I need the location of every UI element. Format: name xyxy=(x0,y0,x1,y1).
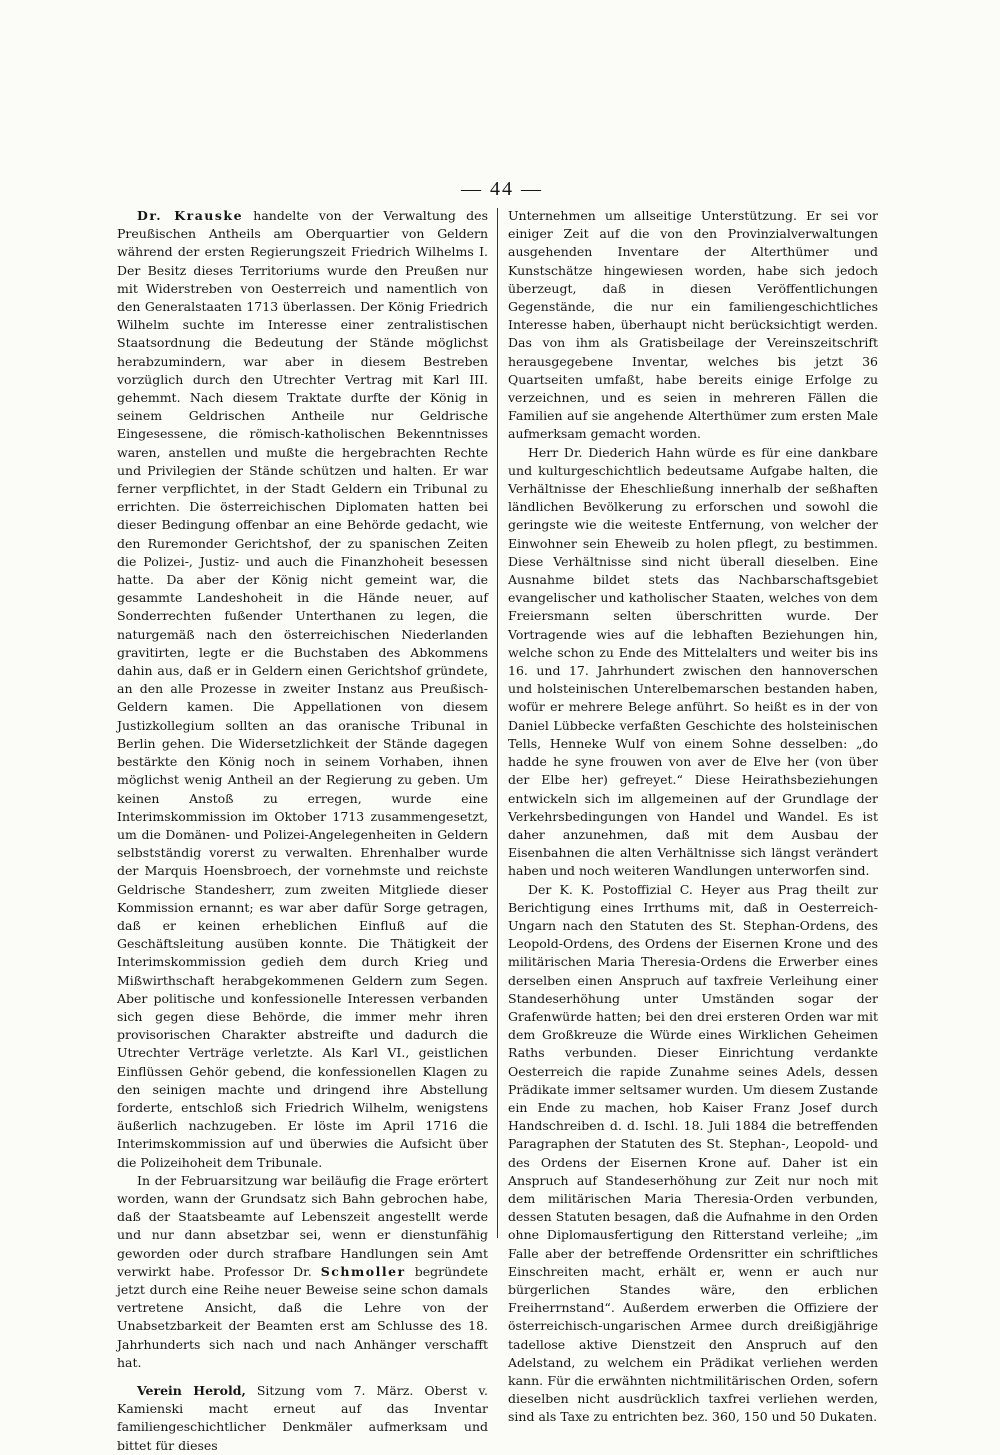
paragraph-text: begründete jetzt durch eine Reihe neuer Beweise seine schon damals vertretene Ansicht, daß die Lehre von der Unabsetzbarkeit der Beamten erst am Schlusse des 18. Jahrhunderts sich nach und nach Anhänger verschafft hat. xyxy=(117,1263,488,1370)
column-divider xyxy=(497,208,498,1238)
page-number: — 44 — xyxy=(461,178,543,200)
left-column xyxy=(117,207,488,1455)
paragraph-text: handelte von der Verwaltung des Preußischen Antheils am Oberquartier von Geldern während der ersten Regierungszeit Friedrich Wilhelms I. Der Besitz dieses Territoriums wurde den Preußen nur mit Widerstreben von Oesterreich und namentlich von den Generalstaaten 1713 überlassen. Der König Friedrich Wilhelm suchte im Interesse einer zentralistischen Staatsordnung die Bedeutung der Stände möglichst herabzumindern, war aber in diesem Bestreben vorzüglich durch den Utrechter Vertrag mit Karl III. gehemmt. Nach diesem Traktate durfte der König in seinem Geldrischen Antheile nur Geldrische Eingesessene, die römisch-katholischen Bekenntnisses waren, anstellen und mußte die hergebrachten Rechte und Privilegien der Stände schützen und halten. Er war ferner verpflichtet, in der Stadt Geldern ein Tribunal zu errichten. Die österreichischen Diplomaten hatten bei dieser Bedingung offenbar an eine Behörde gedacht, wie den Ruremonder Gerichtshof, der zu spanischen Zeiten die Polizei-, Justiz- und auch die Finanzhoheit besessen hatte. Da aber der König nicht gemeint war, die gesammte Landeshoheit in die Hände neuer, auf Sonderrechten fußender Unterthanen zu legen, die naturgemäß nach den österreichischen Niederlanden gravitirten, legte er die Buchstaben des Abkommens dahin aus, daß er in Geldern einen Gerichtshof gründete, an den alle Prozesse in zweiter Instanz aus Preußisch-Geldern kamen. Die Appellationen von diesem Justizkollegium sollten an das oranische Tribunal in Berlin gehen. Die Widersetzlichkeit der Stände dagegen bestärkte den König noch in seinem Vorhaben, ihnen möglichst wenig Antheil an der Regierung zu geben. Um keinen Anstoß zu erregen, wurde eine Interimskommission im Oktober 1713 zusammengesetzt, um die Domänen- und Polizei-Angelegenheiten in Geldern selbstständig vorerst zu verwalten. Ehrenhalber wurde der Marquis Hoensbroech, der vornehmste und reichste Geldrische Standesherr, zum zweiten Mitgliede dieser Kommission ernannt; es war aber dafür Sorge getragen, daß er keinen erheblichen Einfluß auf die Geschäftsleitung ausüben konnte. Die Thätigkeit der Interimskommission gedieh dem durch Krieg und Mißwirthschaft herabgekommenen Geldern zum Segen. Aber politische und konfessionelle Interessen verbanden sich gegen diese Behörde, die immer mehr ihren provisorischen Charakter abstreifte und dadurch die Utrechter Verträge verletzte. Als Karl VI., geistlichen Einflüssen Gehör gebend, die konfessionellen Klagen zu den seinigen machte und dringend ihre Abstellung forderte, entschloß sich Friedrich Wilhelm, wenigstens äußerlich nachzugeben. Er löste im April 1716 die Interimskommission auf und überwies die Aufsicht über die Polizeihoheit dem Tribunale. xyxy=(117,208,488,1170)
speaker-name: Schmoller xyxy=(320,1263,406,1279)
paragraph-continuation: Unternehmen um allseitige Unterstützung. Er sei vor einiger Zeit auf die von den Provinzialverwaltungen ausgehenden Inventare der Alterthümer und Kunstschätze hingewiesen worden, habe sich jedoch überzeugt, daß in diesen Veröffentlichungen Gegenstände, die nur ein familiengeschichtliches Interesse haben, überhaupt nicht berücksichtigt werden. Das von ihm als Gratisbeilage der Vereinszeitschrift herausgegebene Inventar, welches bis jetzt 36 Quartseiten umfaßt, habe bereits einige Erfolge zu verzeichnen, und es seien in mehreren Fällen die Familien auf sie angehende Alterthümer zum ersten Male aufmerksam gemacht worden. xyxy=(508,208,878,442)
speaker-name: Dr. Krauske xyxy=(137,208,244,223)
paragraph-text: Sitzung vom 7. März. Oberst v. Kamienski macht erneut auf das Inventar familiengeschichtlicher Denkmäler aufmerksam und bittet für dieses xyxy=(117,1383,488,1453)
paragraph-text: In der Februarsitzung war beiläufig die Frage erörtert worden, wann der Grundsatz sich Bahn gebrochen habe, daß der Staatsbeamte auf Lebenszeit angestellt werde und nur dann absetzbar sei, wenn er dienstunfähig geworden oder durch strafbare Handlungen sein Amt verwirkt habe. Professor Dr. xyxy=(117,1172,488,1279)
paragraph-hahn: Herr Dr. Diederich Hahn würde es für eine dankbare und kulturgeschichtlich bedeutsame Aufgabe halten, die Verhältnisse der Eheschließung innerhalb der seßhaften ländlichen Bevölkerung zu erforschen und sowohl die geringste wie die weiteste Entfernung, von welcher der Einwohner sein Eheweib zu holen pflegt, zu bestimmen. Diese Verhältnisse sind nicht überall dieselben. Eine Ausnahme bildet stets das Nachbarschaftsgebiet evangelischer und katholischer Staaten, welches von dem Freiersmann selten überschritten wurde. Der Vortragende wies auf die lebhaften Beziehungen hin, welche schon zu Ende des Mittelalters und weiter bis ins 16. und 17. Jahrhundert zwischen den hannoverschen und holsteinischen Unterelbemarschen bestanden haben, wofür er mehrere Belege anführt. So heißt es in der von Daniel Lübbecke verfaßten Geschichte des holsteinischen Tells, Henneke Wulf von einem Sohne desselben: „do hadde he syne frouwen von aver de Elve her (von über der Elbe her) gefreyet.“ Diese Heirathsbeziehungen entwickeln sich im allgemeinen auf der Grundlage der Verkehrsbedingungen von Handel und Wandel. Es ist daher anzunehmen, daß mit dem Ausbau der Eisenbahnen die alten Verhältnisse sich längst verändert haben und noch weiteren Wandlungen unterworfen sind. xyxy=(508,444,878,879)
paragraph-krauske xyxy=(117,207,488,1172)
paragraph-heyer: Der K. K. Postoffizial C. Heyer aus Prag theilt zur Berichtigung eines Irrthums mit, daß in Oesterreich-Ungarn nach den Statuten des St. Stephan-Ordens, des Leopold-Ordens, des Ordens der Eisernen Krone und des militärischen Maria Theresia-Ordens die Erwerber eines derselben einen Anspruch auf taxfreie Verleihung einer Standeserhöhung unter Umständen sogar der Grafenwürde hatten; bei den drei ersteren Orden war mit dem Großkreuze die Würde eines Wirklichen Geheimen Raths verbunden. Dieser Einrichtung verdankte Oesterreich die rapide Zunahme seines Adels, dessen Prädikate immer seltsamer wurden. Um diesem Zustande ein Ende zu machen, hob Kaiser Franz Josef durch Handschreiben d. d. Ischl. 18. Juli 1884 die betreffenden Paragraphen der Statuten des St. Stephan-, Leopold- und des Ordens der Eisernen Krone auf. Daher ist ein Anspruch auf Standeserhöhung zur Zeit nur noch mit dem militärischen Maria Theresia-Orden verbunden, dessen Statuten besagen, daß die Aufnahme in den Orden ohne Diplomausfertigung den Ritterstand verleihe; „im Falle aber der betreffende Ordensritter ein schriftliches Einschreiten macht, erhält er, wenn er auch nur bürgerlichen Standes wäre, den erblichen Freiherrnstand“. Außerdem erwerben die Offiziere der österreichisch-ungarischen Armee durch dreißigjährige tadellose aktive Dienstzeit den Anspruch auf den Adelstand, zu welchem ein Prädikat verliehen werden kann. Für die erwähnten nichtmilitärischen Orden, sofern dieselben nicht ausdrücklich taxfrei verliehen werden, sind als Taxe zu entrichten bez. 360, 150 und 50 Dukaten. xyxy=(508,881,878,1425)
paragraph-verein-herold xyxy=(117,1382,488,1455)
right-column xyxy=(508,207,878,1427)
paragraph-schmoller xyxy=(117,1172,488,1372)
section-title: Verein Herold, xyxy=(137,1383,246,1398)
